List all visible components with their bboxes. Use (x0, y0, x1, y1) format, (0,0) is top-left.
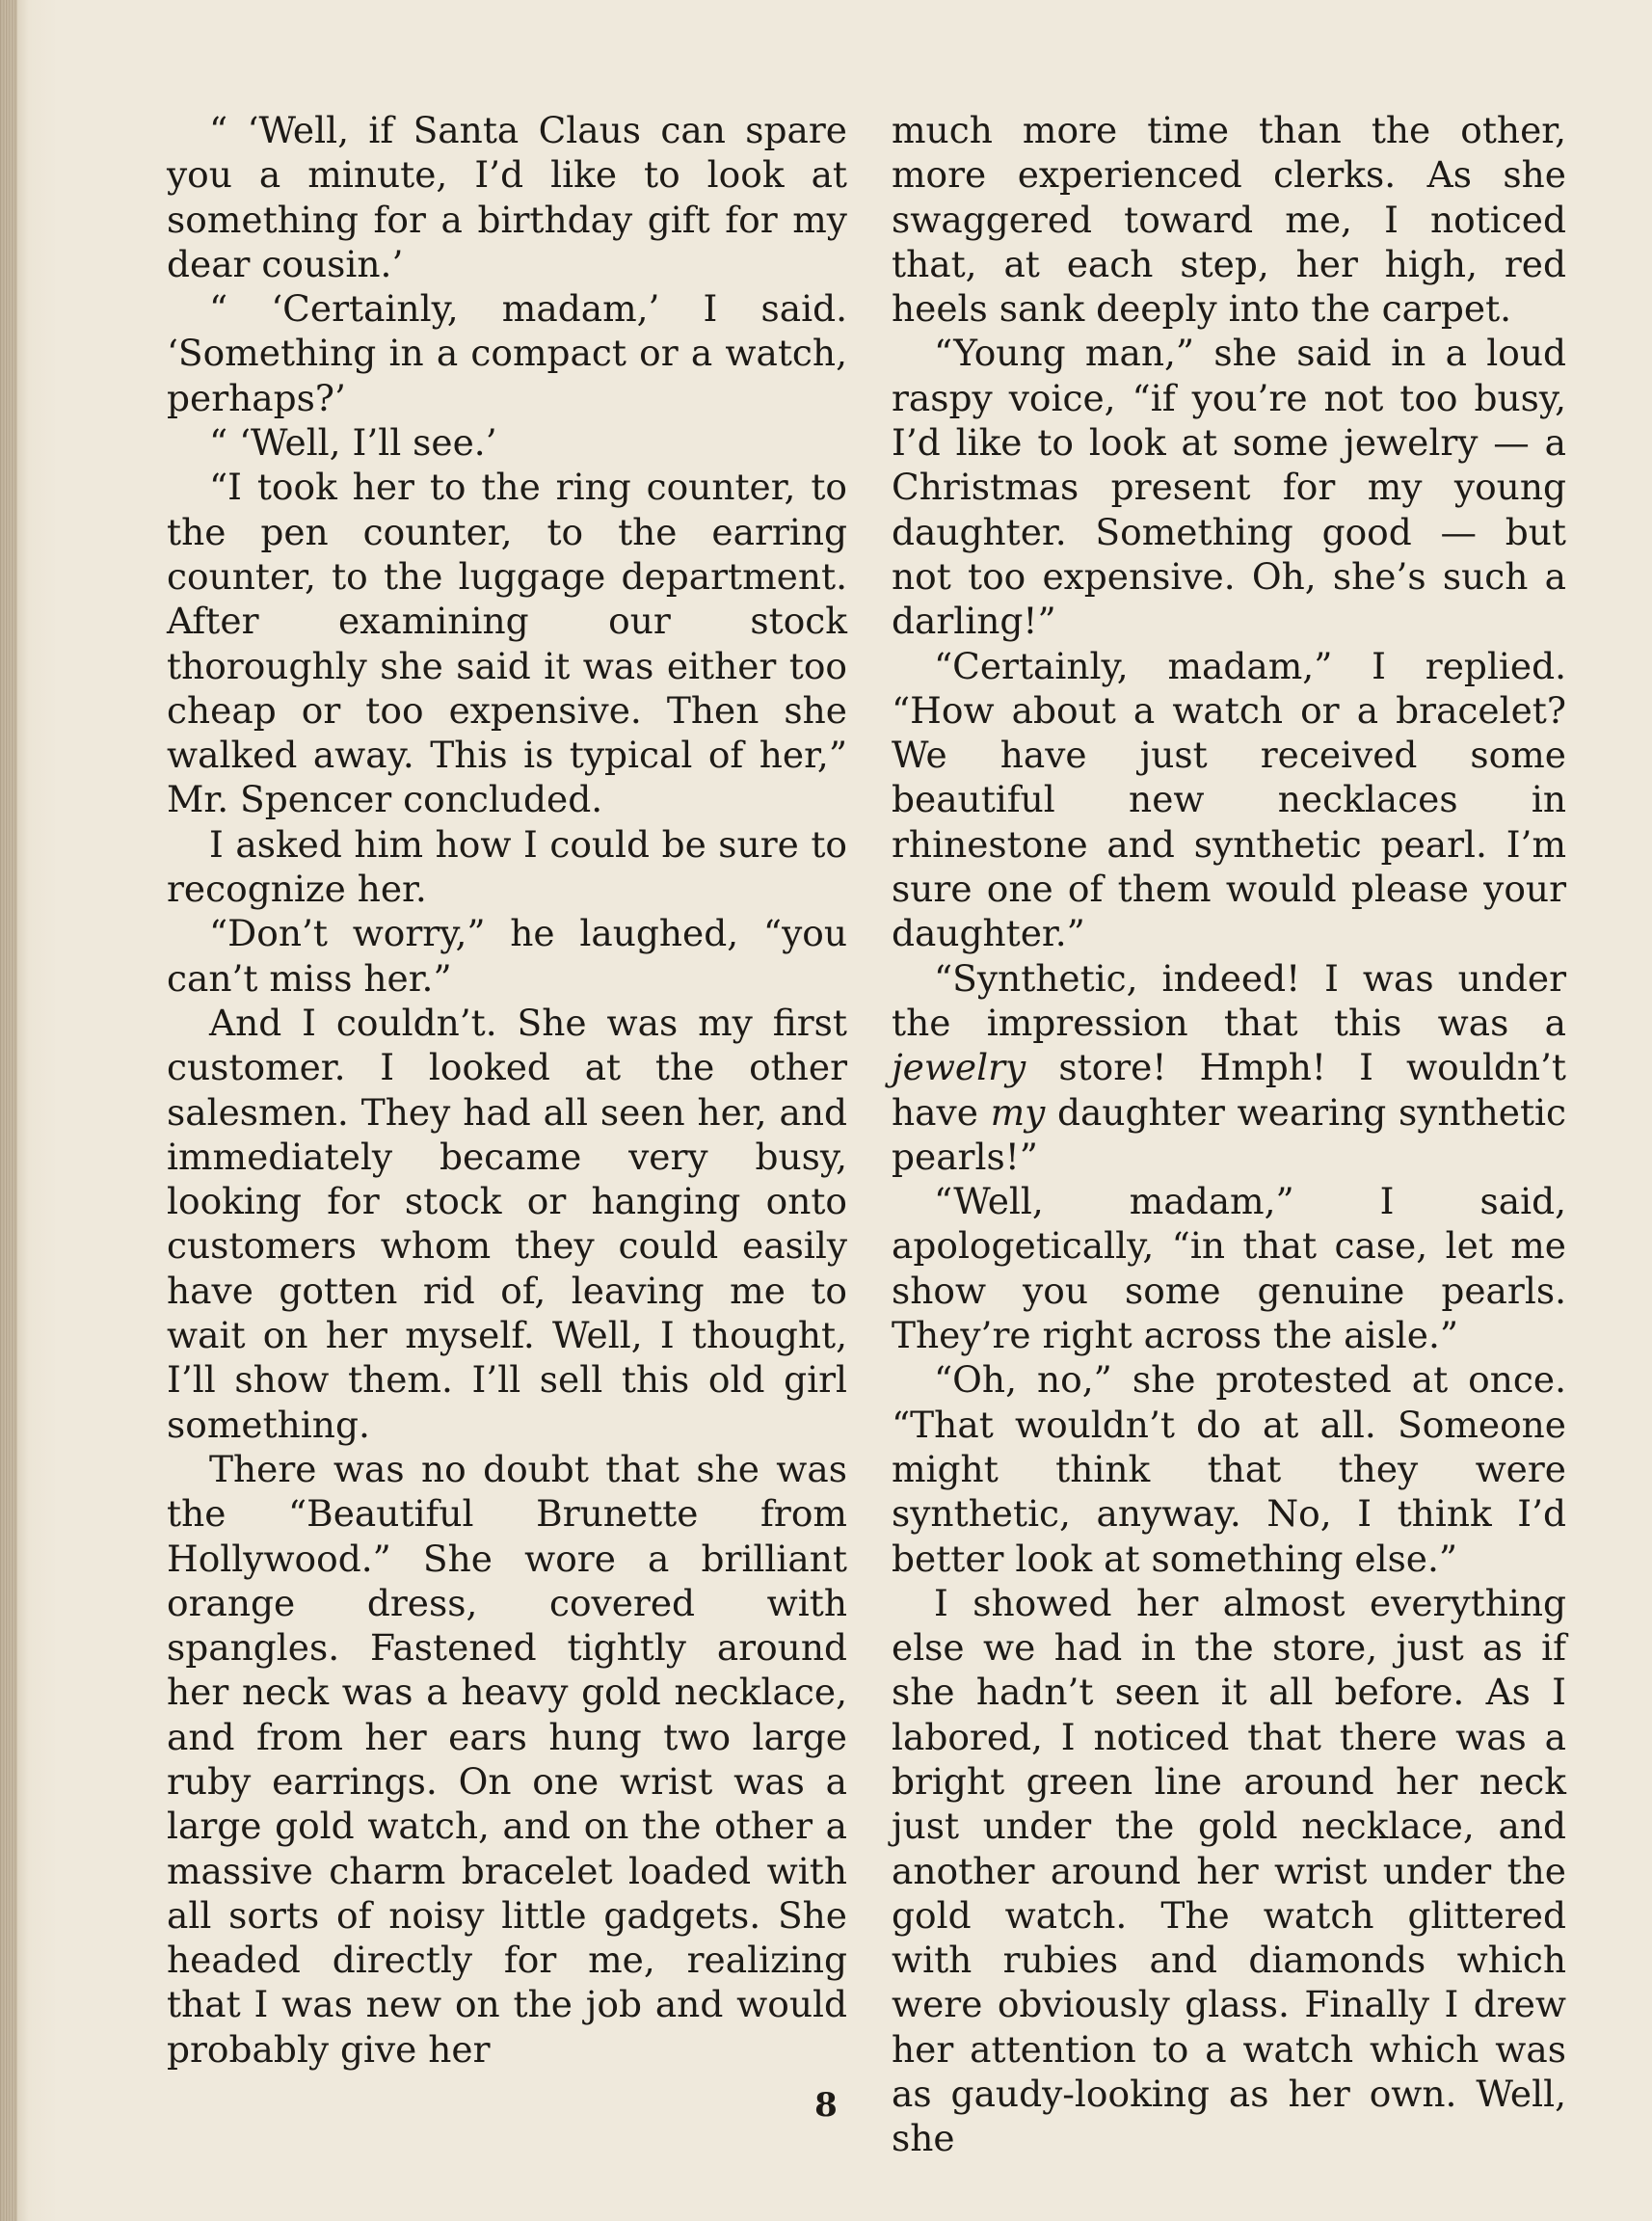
paragraph: “ ‘Well, if Santa Claus can spare you a minute, I’d like to look at something for a birthday gift for my dear cousin.’ (167, 109, 847, 285)
right-text-column (892, 108, 1566, 2161)
text-span: “Synthetic, indeed! I was under the impression that this was a (892, 956, 1566, 1044)
paragraph: And I couldn’t. She was my first customer. I looked at the other salesmen. They had all seen her, and immediately became very busy, looking for stock or hanging onto customers whom they could easily have gotten rid of, leaving me to wait on her myself. Well, I thought, I’ll show them. I’ll sell this old girl something. (167, 1001, 847, 1446)
paragraph: “Well, madam,” I said, apologetically, “in that case, let me show you some genuine pearls. They’re right across the aisle.” (892, 1180, 1566, 1357)
paragraph: “ ‘Well, I’ll see.’ (209, 421, 497, 465)
paragraph: “Certainly, madam,” I replied. “How about a watch or a bracelet? We have just received some beautiful new necklaces in rhinestone and synthetic pearl. I’m sure one of them would please your daughter.” (892, 644, 1566, 955)
emphasis-jewelry: jewelry (892, 1046, 1026, 1089)
emphasis-my: my (990, 1090, 1046, 1134)
paragraph-with-emphasis (892, 956, 1566, 1179)
paragraph-continued: much more time than the other, more experienced clerks. As she swaggered toward me, I noticed that, at each step, her high, red heels sank deeply into the carpet. (892, 109, 1566, 331)
page-number: 8 (814, 2086, 838, 2125)
paragraph: “Don’t worry,” he laughed, “you can’t miss her.” (167, 912, 847, 1000)
paragraph: “Young man,” she said in a loud raspy voice, “if you’re not too busy, I’d like to look at some jewelry — a Christmas present for my young daughter. Something good — but not too expensive. Oh, she’s such a darling!” (892, 332, 1566, 643)
book-binding-edge (0, 0, 17, 2221)
left-text-column (167, 108, 847, 2072)
paragraph: I showed her almost everything else we had in the store, just as if she hadn’t seen it all before. As I labored, I noticed that there was a bright green line around her neck just under the gold necklace, and another around her wrist under the gold watch. The watch glittered with rubies and diamonds which were obviously glass. Finally I drew her attention to a watch which was as gaudy-looking as her own. Well, she (892, 1581, 1566, 2160)
paragraph: “Oh, no,” she protested at once. “That wouldn’t do at all. Someone might think that they were synthetic, anyway. No, I think I’d better look at something else.” (892, 1358, 1566, 1580)
text-span: store! Hmph! I wouldn’t have (892, 1046, 1566, 1134)
paragraph: I asked him how I could be sure to recognize her. (167, 822, 847, 911)
paragraph: “ ‘Certainly, madam,’ I said. ‘Something in a compact or a watch, perhaps?’ (167, 287, 847, 419)
text-span: daughter wearing synthetic pearls!” (892, 1090, 1567, 1178)
paragraph: There was no doubt that she was the “Beautiful Brunette from Hollywood.” She wore a brilliant orange dress, covered with spangles. Fastened tightly around her neck was a heavy gold necklace, and from her ears hung two large ruby earrings. On one wrist was a large gold watch, and on the other a massive charm bracelet loaded with all sorts of noisy little gadgets. She headed directly for me, realizing that I was new on the job and would probably give her (167, 1447, 847, 2071)
paragraph: “I took her to the ring counter, to the pen counter, to the earring counter, to the luggage department. After examining our stock thoroughly she said it was either too cheap or too expensive. Then she walked away. This is typical of her,” Mr. Spencer concluded. (167, 466, 847, 821)
